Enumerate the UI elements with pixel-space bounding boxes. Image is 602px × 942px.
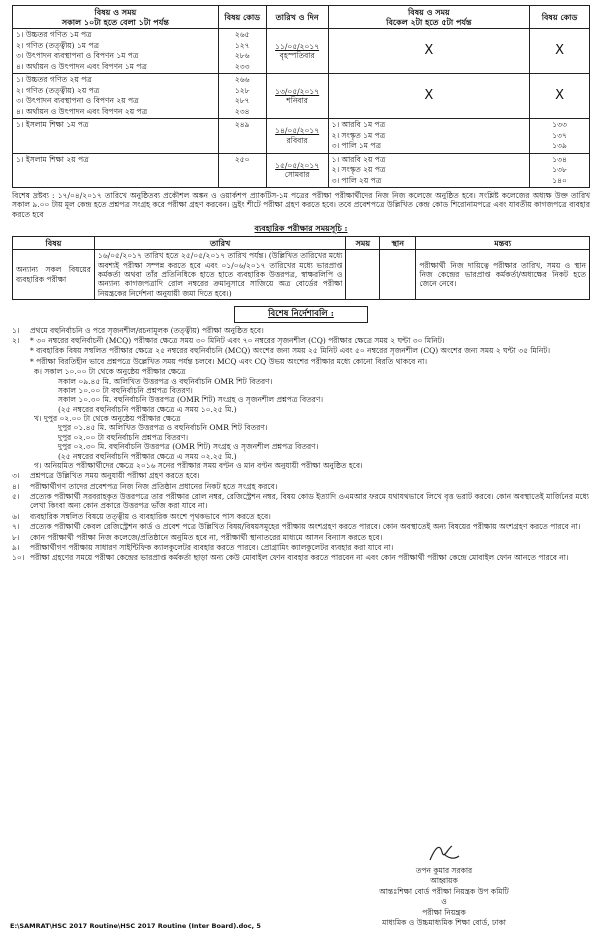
left-subjects [13,119,219,154]
header-subject-time-left: বিষয় ও সময় সকাল ১০টা হতে বেলা ১টা পর্যন্ত [13,6,219,29]
instruction-item: ১০। পরীক্ষা গ্রহণের সময়ে পরীক্ষা কেন্দ্রের ভারপ্রাপ্ত কর্মকর্তা ছাড়া অন্য কেউ মোবাইল ফোন ব্যবহার করতে পারবেন না এবং কোন পরীক্ষার্থী পরীক্ষা কেন্দ্রে মোবাইল ফোন আনতে পারবে না। [12,553,569,563]
document-page [12,5,590,564]
subject-item: ৩। পালি ১ম পত্র [331,141,381,150]
subject-code: ২৬৫ [234,30,250,39]
subject-item: ১। ইসলাম শিক্ষা ২য় পত্র [16,154,89,164]
subject-item: ২। গণিত (তত্ত্বীয়) ২য় পত্র [16,85,100,95]
afternoon-note: (২৫ নম্বরের বহুনির্বাচনি পরীক্ষার ক্ষেত্রে এ সময় ০২.২৫ মি.) [58,451,237,461]
signatory-name: তপন কুমার সরকার [415,866,473,875]
instruction-item: ৬। ব্যবহারিক সম্বলিত বিষয়ে তত্ত্বীয় ও ব্যবহারিক অংশে পৃথকভাবে পাস করতে হবে। [12,511,271,521]
practical-remark: পরীক্ষার্থী নিজ দায়িত্বে পরীক্ষার তারিখ, সময় ও স্থান নিজ কেন্দ্রের ভারপ্রাপ্ত কর্মকর্তা/অধ্যক্ষের নিকট হতে জেনে নেবে। [416,250,590,300]
exam-date: ১৩/০৫/২০১৭ শনিবার [266,74,328,119]
instruction-item: * পরীক্ষা বিরতিহীন ভাবে প্রশ্নপত্রে উল্লেখিত সময় পর্যন্ত চলবে। MCQ এবং CQ উভয় অংশের পরীক্ষার মধ্যে কোনো বিরতি থাকবে না। [30,356,427,366]
subject-item: ১। ইসলাম শিক্ষা ১ম পত্র [16,120,89,129]
morning-line: সকাল ১০.৩০ মি. বহুনির্বাচনি উত্তরপত্র (OMR শিট) সংগ্রহ ও সৃজনশীল প্রশ্নপত্র বিতরণ। [58,395,324,405]
subject-item: ৩। উৎপাদন ব্যবস্থাপনা ও বিপণন ২য় পত্র [16,96,139,105]
practical-header: স্থান [380,237,416,250]
left-subjects [13,153,219,188]
subject-code: ১৩৭ [552,130,567,140]
right-codes [530,119,590,154]
instruction-item: ১। প্রথমে বহুনির্বাচনি ও পরে সৃজনশীল/রচনামূলক (তত্ত্বীয়) পরীক্ষা অনুষ্ঠিত হবে। [12,325,264,335]
instruction-item: ৫। প্রত্যেক পরীক্ষার্থী সরবরাহকৃত উত্তরপত্রে তার পরীক্ষার রোল নম্বর, রেজিস্ট্রেশন নম্বর, বিষয় কোড ইত্যাদি ওএমআর ফরমে যথাযথভাবে লিখে বৃত্ত ভরাট করবে। কোন অবস্থাতেই মার্জিনের মধ্যে লেখা কিংবা অন্য কোন প্রকারে উত্তরপত্র ভাঁজ করা যাবে না। [12,492,589,511]
afternoon-line: দুপুর ০২.৩০ মি. বহুনির্বাচনি উত্তরপত্র (OMR শিট) সংগ্রহ ও সৃজনশীল প্রশ্নপত্র বিতরণ। [58,442,319,452]
subject-code: ১২৮ [234,85,250,95]
subject-code: ২৮৬ [234,51,250,60]
morning-line: সকাল ০৯.৪৫ মি. অলিখিত উত্তরপত্র ও বহুনির্বাচনি OMR শিট বিতরণ। [58,376,273,386]
practical-place [380,250,416,300]
morning-note: (২৫ নম্বরের বহুনির্বাচনি পরীক্ষার ক্ষেত্রে এ সময় ১০.২৫ মি.) [58,404,237,414]
instruction-item: ৪। পরীক্ষার্থীগণ তাদের প্রবেশপত্র নিজ নিজ প্রতিষ্ঠান প্রধানের নিকট হতে সংগ্রহ করবে। [12,481,278,491]
practical-header: মন্তব্য [416,237,590,250]
signatory-and: ও [441,897,447,907]
practical-header-row [13,237,590,250]
morning-schedule-head: ক। সকাল ১০.০০ টা থেকে অনুষ্ঠেয় পরীক্ষার ক্ষেত্রে [34,367,186,377]
instructions-title: বিশেষ নির্দেশাবলি : [234,306,368,323]
exam-date: ১৪/০৫/২০১৭ রবিবার [266,119,328,154]
left-codes [218,153,266,188]
header-code-right: বিষয় কোড [530,6,590,29]
footer-file-path: E:\SAMRAT\HSC 2017 Routine\HSC 2017 Routine (Inter Board).doc, 5 [10,922,261,930]
practical-table [12,236,590,300]
schedule-row [13,29,590,74]
practical-header: বিষয় [13,237,95,250]
signature-mark-icon [426,842,462,864]
practical-date: ১৬/০৫/২০১৭ তারিখ হতে ২৫/০৫/২০১৭ তারিখ পর্যন্ত। (উল্লিখিত তারিখের মধ্যে অবশ্যই পরীক্ষা সম্পন্ন করতে হবে এবং ০১/০৬/২০১৭ তারিখের মধ্যে ভারপ্রাপ্ত কর্মকর্তা অথবা তাঁর প্রতিনিধিকে হাতে হাতে ব্যবহারিক উত্তরপত্র, স্বাক্ষরলিপি ও অন্যান্য কাগজপত্রাদি রোল নম্বরের ক্রমানুসারে সাজিয়ে অত্র বোর্ডের পরীক্ষা নিয়ন্ত্রকের নির্দেশনা অনুযায়ী জমা দিতে হবে।) [94,250,346,300]
practical-time [346,250,380,300]
header-code: বিষয় কোড [218,6,266,29]
subject-code: ১৪০ [552,175,567,185]
instruction-item: ৯। পরীক্ষার্থীগণ পরীক্ষায় সাধারণ সাইন্টিফিক ক্যালকুলেটর ব্যবহার করতে পারবে। প্রোগ্রামিং ক্যালকুলেটর ব্যবহার করা যাবে না। [12,542,394,552]
instruction-item: * ব্যবহারিক বিষয় সম্বলিত পরীক্ষার ক্ষেত্রে ২৫ নম্বরের বহুনির্বাচনি (MCQ) অংশের জন্য সময় ২৫ মিনিট এবং ৫০ নম্বরের সৃজনশীল (CQ) অংশের জন্য সময় ২ ঘন্টা ৩৫ মিনিট। [30,346,551,356]
subject-code: ১৩৩ [552,120,567,129]
right-subjects-none: X [328,29,529,74]
subject-item: ১। আরবি ২য় পত্র [331,154,386,164]
subject-item: ৩। উৎপাদন ব্যবস্থাপনা ও বিপণন ১ম পত্র [16,51,139,60]
practical-header: তারিখ [94,237,346,250]
signatory-role: মাধ্যমিক ও উচ্চমাধ্যমিক শিক্ষা বোর্ড, ঢাকা [382,917,506,927]
subject-item: ১। উচ্চতর গণিত ১ম পত্র [16,30,92,39]
subject-code: ১২৭ [234,40,250,50]
subject-code: ১৩৪ [552,154,567,164]
afternoon-schedule-head: খ। দুপুর ০২.০০ টা থেকে অনুষ্ঠেয় পরীক্ষার ক্ষেত্রে [34,414,181,423]
left-codes [218,29,266,74]
subject-item: ৩। পালি ২য় পত্র [331,175,382,185]
header-date-day: তারিখ ও দিন [266,6,328,29]
subject-code: ২৩৪ [234,106,250,116]
instruction-item: ৩। প্রশ্নপত্রে উল্লিখিত সময় অনুযায়ী পরীক্ষা গ্রহণ করতে হবে। [12,471,200,481]
instruction-item: ৮। কোন পরীক্ষার্থী পরীক্ষা নিজ কলেজে/প্রতিষ্ঠানে অনুমিত হবে না, পরীক্ষার্থী স্থানাতরের মাধ্যমে আসন বিন্যাস করতে হবে। [12,532,383,542]
practical-row [13,250,590,300]
subject-code: ২৪৯ [234,120,250,129]
instruction-item: ৭। প্রত্যেক পরীক্ষার্থী কেবল রেজিস্ট্রেশন কার্ড ও প্রবেশ পত্রে উল্লিখিত বিষয়/বিষয়সমূহের পরীক্ষায় অংশগ্রহণ করতে পারবে। কোন অবস্থাতেই অন্য বিষয়ের পরীক্ষায় অংশগ্রহণ করতে পারবে না। [12,522,581,532]
schedule-row [13,153,590,188]
instructions-title-wrap [12,306,590,323]
signatory-role: আহ্বায়ক [430,876,458,886]
right-subjects [328,119,529,154]
subject-item: ২। গণিত (তত্ত্বীয়) ১ম পত্র [16,40,99,50]
instructions-list [12,326,590,367]
right-codes-none: X [530,29,590,74]
subject-item: ৪। অর্থায়ন ও উৎপাদন এবং বিপণন ১ম পত্র [16,61,147,71]
left-codes [218,119,266,154]
subject-code: ২৩৩ [234,61,250,71]
signatory-role: আন্তঃশিক্ষা বোর্ড পরীক্ষা নিয়ন্ত্রক উপ কমিটি [379,886,509,896]
subject-item: ৪। অর্থায়ন ও উৎপাদন এবং বিপণন ২য় পত্র [16,106,148,116]
subject-code: ১৩৮ [552,165,567,174]
subject-code: ১৩৯ [552,141,567,150]
header-subject-time-right: বিষয় ও সময় বিকেল ২টা হতে ৫টা পর্যন্ত [328,6,529,29]
exam-schedule-table [12,5,590,188]
schedule-row [13,119,590,154]
afternoon-line: দুপুর ০১.৪৫ মি. অলিখিত উত্তরপত্র ও বহুনির্বাচনি OMR শিট বিতরণ। [58,423,268,433]
schedule-header-row [13,6,590,29]
left-codes [218,74,266,119]
right-codes-none: X [530,74,590,119]
practical-subject: অন্যান্য সকল বিষয়ের ব্যবহারিক পরীক্ষা [13,250,95,300]
schedule-row [13,74,590,119]
instructions-list-rest [12,471,590,562]
subject-item: ১। আরবি ১ম পত্র [331,120,386,129]
afternoon-line: দুপুর ০২.০০ টা বহুনির্বাচনি প্রশ্নপত্র বিতরণ। [58,432,189,442]
left-subjects [13,29,219,74]
signature-block [334,842,554,928]
subject-code: ২৮৭ [234,96,250,105]
morning-line: সকাল ১০.০০ টা বহুনির্বাচনি প্রশ্নপত্র বিতরণ। [58,385,193,395]
subject-item: ১। উচ্চতর গণিত ২য় পত্র [16,75,92,84]
instruction-item: ২। * ৩০ নম্বরের বহুনির্বাচনী (MCQ) পরীক্ষার ক্ষেত্রে সময় ৩০ মিনিট এবং ৭০ নম্বরের সৃজনশীল (CQ) পরীক্ষার ক্ষেত্রে সময় ২ ঘন্টা ৩০ মিনিট। [12,336,445,345]
special-note: বিশেষ দ্রষ্টব্য : ১৭/০৪/২০১৭ তারিখে অনুষ্ঠিতব্য প্রকৌশল অঙ্কন ও ওয়ার্কশপ প্র্যাকটিস-১ম পত্রের পরীক্ষা পরীক্ষার্থীদের নিজ নিজ কলেজে অনুষ্ঠিত হবে। সংশ্লিষ্ট কলেজের অধ্যক্ষ উক্ত তারিখ সকাল ৯.০০ টায় মূল কেন্দ্র হতে প্রশ্নপত্র সংগ্রহ করে পরীক্ষা গ্রহণ করবেন। ড্রইং শীটে পরীক্ষা গ্রহণ করতে হবে। তবে প্রবেশপত্রে উল্লিখিত কেন্দ্র কোড শিরোনামপত্রে এবং যাবতীয় কাগজপত্রে ব্যবহার করতে হবে [12,191,590,219]
subject-item: ২। সংস্কৃত ১ম পত্র [331,130,386,140]
subject-code: ২৫০ [234,154,250,164]
left-subjects [13,74,219,119]
exam-date: ১১/০৫/২০১৭ বৃহস্পতিবার [266,29,328,74]
subject-item: ২। সংস্কৃত ২য় পত্র [331,165,386,174]
practical-title: ব্যবহারিক পরীক্ষার সময়সূচি : [254,223,348,234]
signatory-role: পরীক্ষা নিয়ন্ত্রক [422,907,466,917]
exam-date: ১৫/০৫/২০১৭ সোমবার [266,153,328,188]
practical-header: সময় [346,237,380,250]
right-subjects [328,153,529,188]
irregular-note: গ। অনিয়মিত পরীক্ষার্থীদের ক্ষেত্রে ২০১৬ সনের পরীক্ষার সময় বণ্টন ও মান বণ্টন অনুযায়ী পরীক্ষা অনুষ্ঠিত হবে। [34,460,363,470]
subject-code: ২৬৬ [234,75,250,84]
right-subjects-none: X [328,74,529,119]
right-codes [530,153,590,188]
